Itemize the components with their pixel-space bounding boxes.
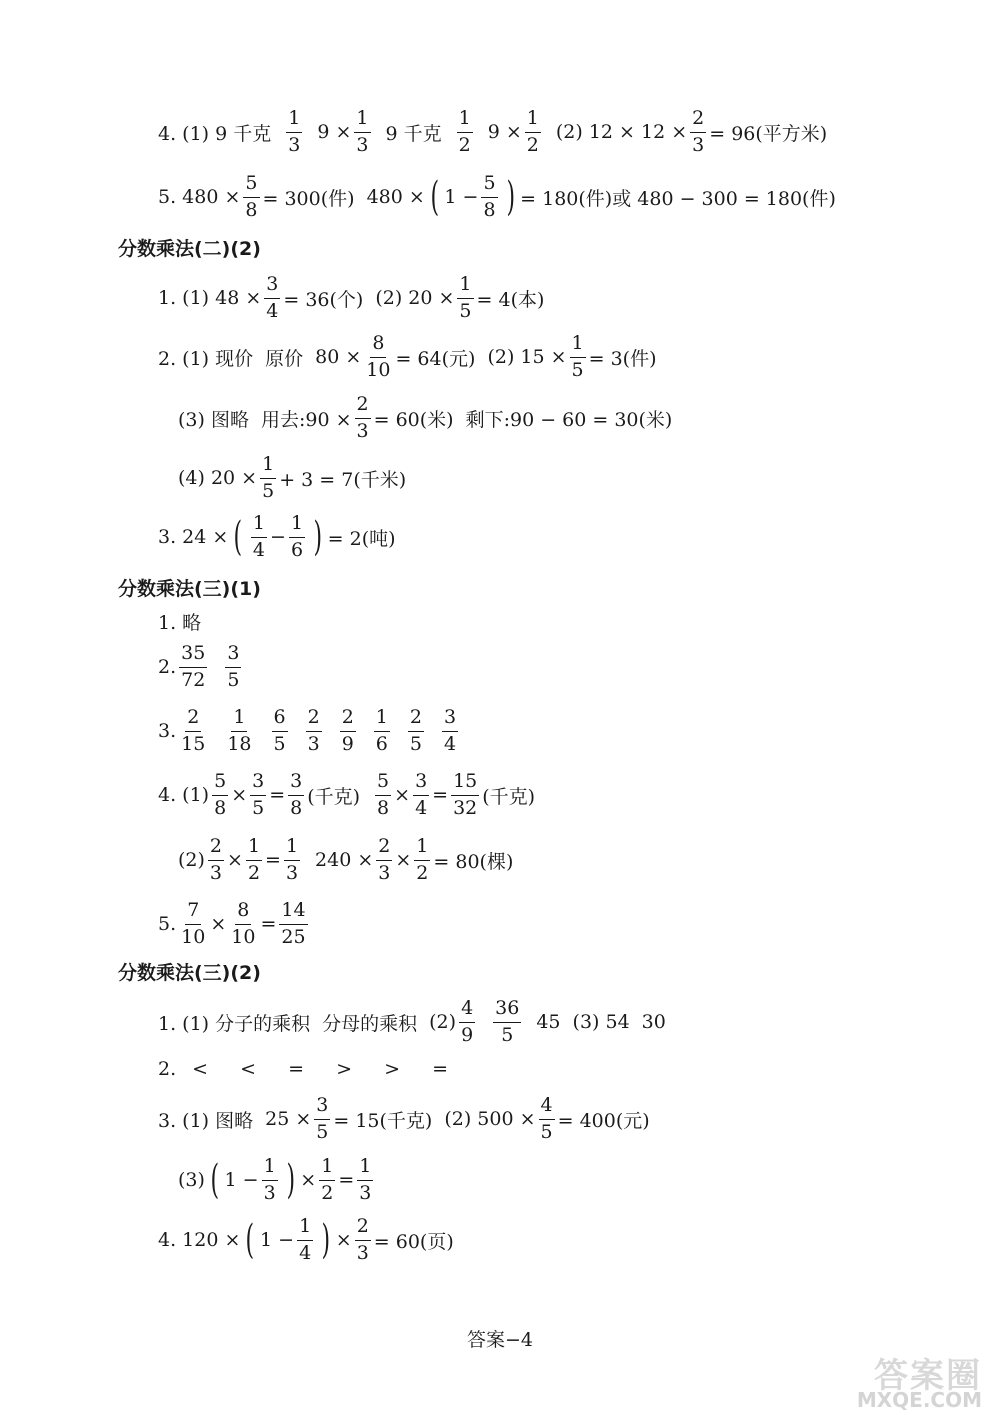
- text: 3. 24 ×: [158, 526, 229, 549]
- fraction: $\frac{8}{10}$: [366, 332, 391, 381]
- answer-line: [158, 1095, 650, 1144]
- paren-open: (: [245, 1217, 255, 1264]
- text: ×: [394, 784, 411, 807]
- fraction: $\frac{4}{9}$: [461, 997, 474, 1046]
- text: 5. 480 ×: [158, 186, 241, 209]
- text: 480 ×: [366, 186, 425, 209]
- text: =: [269, 784, 286, 807]
- fraction: $\frac{1}{4}$: [299, 1215, 312, 1264]
- fraction: $\frac{6}{5}$: [273, 706, 286, 755]
- answer-line: [158, 643, 244, 692]
- text: = 3(件): [588, 347, 657, 370]
- fraction: $\frac{1}{6}$: [375, 706, 388, 755]
- answer-line: [178, 394, 672, 443]
- answer-line: [158, 900, 311, 949]
- text: 25 ×: [265, 1108, 312, 1131]
- fraction: $\frac{3}{5}$: [316, 1094, 329, 1143]
- fraction: $\frac{3}{5}$: [227, 642, 240, 691]
- text: 1 −: [444, 186, 479, 209]
- text: = 60(米): [373, 408, 454, 431]
- text: ×: [227, 849, 243, 872]
- paren-close: ): [286, 1157, 295, 1204]
- fraction: $\frac{2}{3}$: [692, 107, 705, 156]
- section-heading: 分数乘法(三)(2): [118, 962, 261, 984]
- fraction: $\frac{7}{10}$: [181, 899, 206, 948]
- paren-open: (: [210, 1157, 220, 1204]
- text: 4. 120 ×: [158, 1229, 241, 1252]
- fraction: $\frac{3}{4}$: [443, 706, 457, 755]
- fraction: $\frac{1}{6}$: [290, 512, 304, 561]
- fraction: $\frac{2}{3}$: [356, 393, 369, 442]
- text: =: [338, 1169, 355, 1192]
- paren-close: ): [313, 514, 323, 561]
- text: = 400(元): [557, 1109, 650, 1132]
- text: 3. (1) 图略: [158, 1109, 254, 1132]
- fraction: $\frac{2}{3}$: [307, 706, 320, 755]
- fraction: $\frac{3}{4}$: [415, 770, 428, 819]
- text: 2. (1) 现价: [158, 347, 254, 370]
- text: (千克): [307, 785, 361, 808]
- text: 分母的乘积: [322, 1012, 418, 1035]
- fraction: $\frac{15}{32}$: [453, 770, 478, 819]
- answer-line: [158, 771, 535, 820]
- answer-line: [158, 1216, 454, 1265]
- text: = 300(件): [262, 187, 355, 210]
- answer-line: [158, 333, 657, 382]
- fraction: $\frac{35}{72}$: [181, 642, 206, 691]
- text: ×: [231, 784, 248, 807]
- fraction: $\frac{2}{3}$: [378, 835, 391, 884]
- text: (2) 500 ×: [444, 1108, 536, 1131]
- section-heading: 分数乘法(二)(2): [118, 238, 261, 260]
- fraction: $\frac{1}{2}$: [458, 107, 471, 156]
- answer-line-5: [158, 173, 836, 222]
- fraction: $\frac{14}{25}$: [281, 899, 306, 948]
- text: 剩下:90 − 60 = 30(米): [465, 408, 673, 431]
- fraction: $\frac{1}{2}$: [247, 835, 261, 884]
- text: (2): [429, 1011, 457, 1034]
- text: (2): [178, 849, 205, 872]
- text: 4. (1): [158, 784, 210, 807]
- text: =: [265, 849, 281, 872]
- text: 80 ×: [315, 346, 362, 369]
- text: = 96(平方米): [709, 122, 828, 145]
- text: (2) 12 × 12 ×: [555, 121, 688, 144]
- paren-close: ): [321, 1217, 331, 1264]
- fraction: $\frac{5}{8}$: [377, 770, 390, 819]
- fraction: $\frac{36}{5}$: [495, 997, 520, 1046]
- answer-line: [158, 513, 396, 562]
- fraction: $\frac{1}{3}$: [263, 1155, 276, 1204]
- text: = 2(吨): [327, 527, 396, 550]
- text: (3): [178, 1169, 205, 1192]
- fraction: $\frac{1}{3}$: [285, 835, 299, 884]
- text: = 15(千克): [333, 1109, 433, 1132]
- fraction: $\frac{1}{18}$: [227, 706, 252, 755]
- answer-line: [158, 707, 461, 756]
- text: ×: [210, 913, 227, 936]
- text: 240 ×: [315, 849, 374, 872]
- fraction: $\frac{2}{3}$: [209, 835, 223, 884]
- fraction: $\frac{3}{8}$: [290, 770, 303, 819]
- text: + 3 = 7(千米): [279, 468, 407, 491]
- text: 9 ×: [487, 121, 522, 144]
- text: 1 −: [224, 1169, 259, 1192]
- text: =: [260, 913, 277, 936]
- text: 9 ×: [317, 121, 352, 144]
- text: (千克): [482, 785, 536, 808]
- text: 30: [641, 1011, 666, 1034]
- text: 1. (1) 48 ×: [158, 287, 262, 310]
- answer-line: [178, 454, 406, 503]
- section-heading: 分数乘法(三)(1): [118, 578, 261, 600]
- text: = 60(页): [373, 1230, 454, 1253]
- text: (2) 20 ×: [375, 287, 455, 310]
- fraction: $\frac{1}{5}$: [571, 332, 584, 381]
- text: 1 −: [260, 1229, 295, 1252]
- fraction: $\frac{1}{3}$: [359, 1155, 372, 1204]
- text: 9 千克: [385, 122, 442, 145]
- text: (2) 15 ×: [487, 346, 567, 369]
- fraction: $\frac{1}{5}$: [262, 453, 275, 502]
- answer-line: [158, 274, 544, 323]
- text: (4) 20 ×: [178, 467, 258, 490]
- fraction: $\frac{2}{3}$: [356, 1215, 369, 1264]
- text: = 64(元): [395, 347, 476, 370]
- answer-line: [158, 608, 201, 635]
- fraction: $\frac{4}{5}$: [540, 1094, 553, 1143]
- fraction: $\frac{1}{5}$: [459, 273, 472, 322]
- fraction: $\frac{1}{4}$: [252, 512, 266, 561]
- text: ×: [300, 1169, 317, 1192]
- watermark-url: MXQE.COM: [856, 1388, 982, 1412]
- fraction: $\frac{2}{9}$: [341, 706, 354, 755]
- fraction: $\frac{1}{3}$: [356, 107, 369, 156]
- text: ×: [335, 1229, 352, 1252]
- text: −: [270, 526, 286, 549]
- fraction: $\frac{5}{8}$: [214, 770, 227, 819]
- text: ×: [395, 849, 412, 872]
- answer-line-4: [158, 108, 827, 157]
- text: =: [432, 784, 449, 807]
- text: = 80(棵): [433, 850, 514, 873]
- paren-open: (: [430, 174, 439, 221]
- text: 1. (1) 分子的乘积: [158, 1012, 311, 1035]
- fraction: $\frac{3}{4}$: [266, 273, 279, 322]
- fraction: $\frac{8}{10}$: [231, 899, 256, 948]
- text: (3) 图略: [178, 408, 249, 431]
- text: = 36(个): [283, 288, 364, 311]
- fraction: $\frac{5}{8}$: [245, 172, 258, 221]
- answer-line: [178, 1156, 376, 1205]
- fraction: $\frac{2}{5}$: [409, 706, 422, 755]
- text: (3) 54: [572, 1011, 630, 1034]
- text: = 180(件)或 480 − 300 = 180(件): [520, 187, 836, 210]
- watermark-logo: 答案圈: [874, 1356, 982, 1396]
- text: 4. (1) 9 千克: [158, 122, 272, 145]
- answer-line: [158, 998, 666, 1047]
- text: 2. < < = > > =: [158, 1058, 449, 1080]
- fraction: $\frac{1}{3}$: [288, 107, 301, 156]
- fraction: $\frac{1}{2}$: [416, 835, 429, 884]
- fraction: $\frac{2}{15}$: [181, 706, 206, 755]
- text: 2.: [158, 656, 177, 679]
- fraction: $\frac{3}{5}$: [252, 770, 265, 819]
- text: 5.: [158, 913, 177, 936]
- fraction: $\frac{1}{2}$: [321, 1155, 334, 1204]
- text: 用去:90 ×: [260, 408, 352, 431]
- fraction: $\frac{5}{8}$: [483, 172, 496, 221]
- page-footer: 答案−4: [466, 1329, 533, 1351]
- paren-close: ): [506, 174, 515, 221]
- answer-line: [158, 1058, 448, 1080]
- text: 45: [536, 1011, 561, 1034]
- text: 原价: [265, 347, 304, 370]
- text: 3.: [158, 720, 177, 743]
- answer-line: [178, 836, 513, 885]
- text: 1. 略: [158, 612, 202, 634]
- paren-open: (: [233, 514, 243, 561]
- fraction: $\frac{1}{2}$: [526, 107, 539, 156]
- text: = 4(本): [476, 288, 545, 311]
